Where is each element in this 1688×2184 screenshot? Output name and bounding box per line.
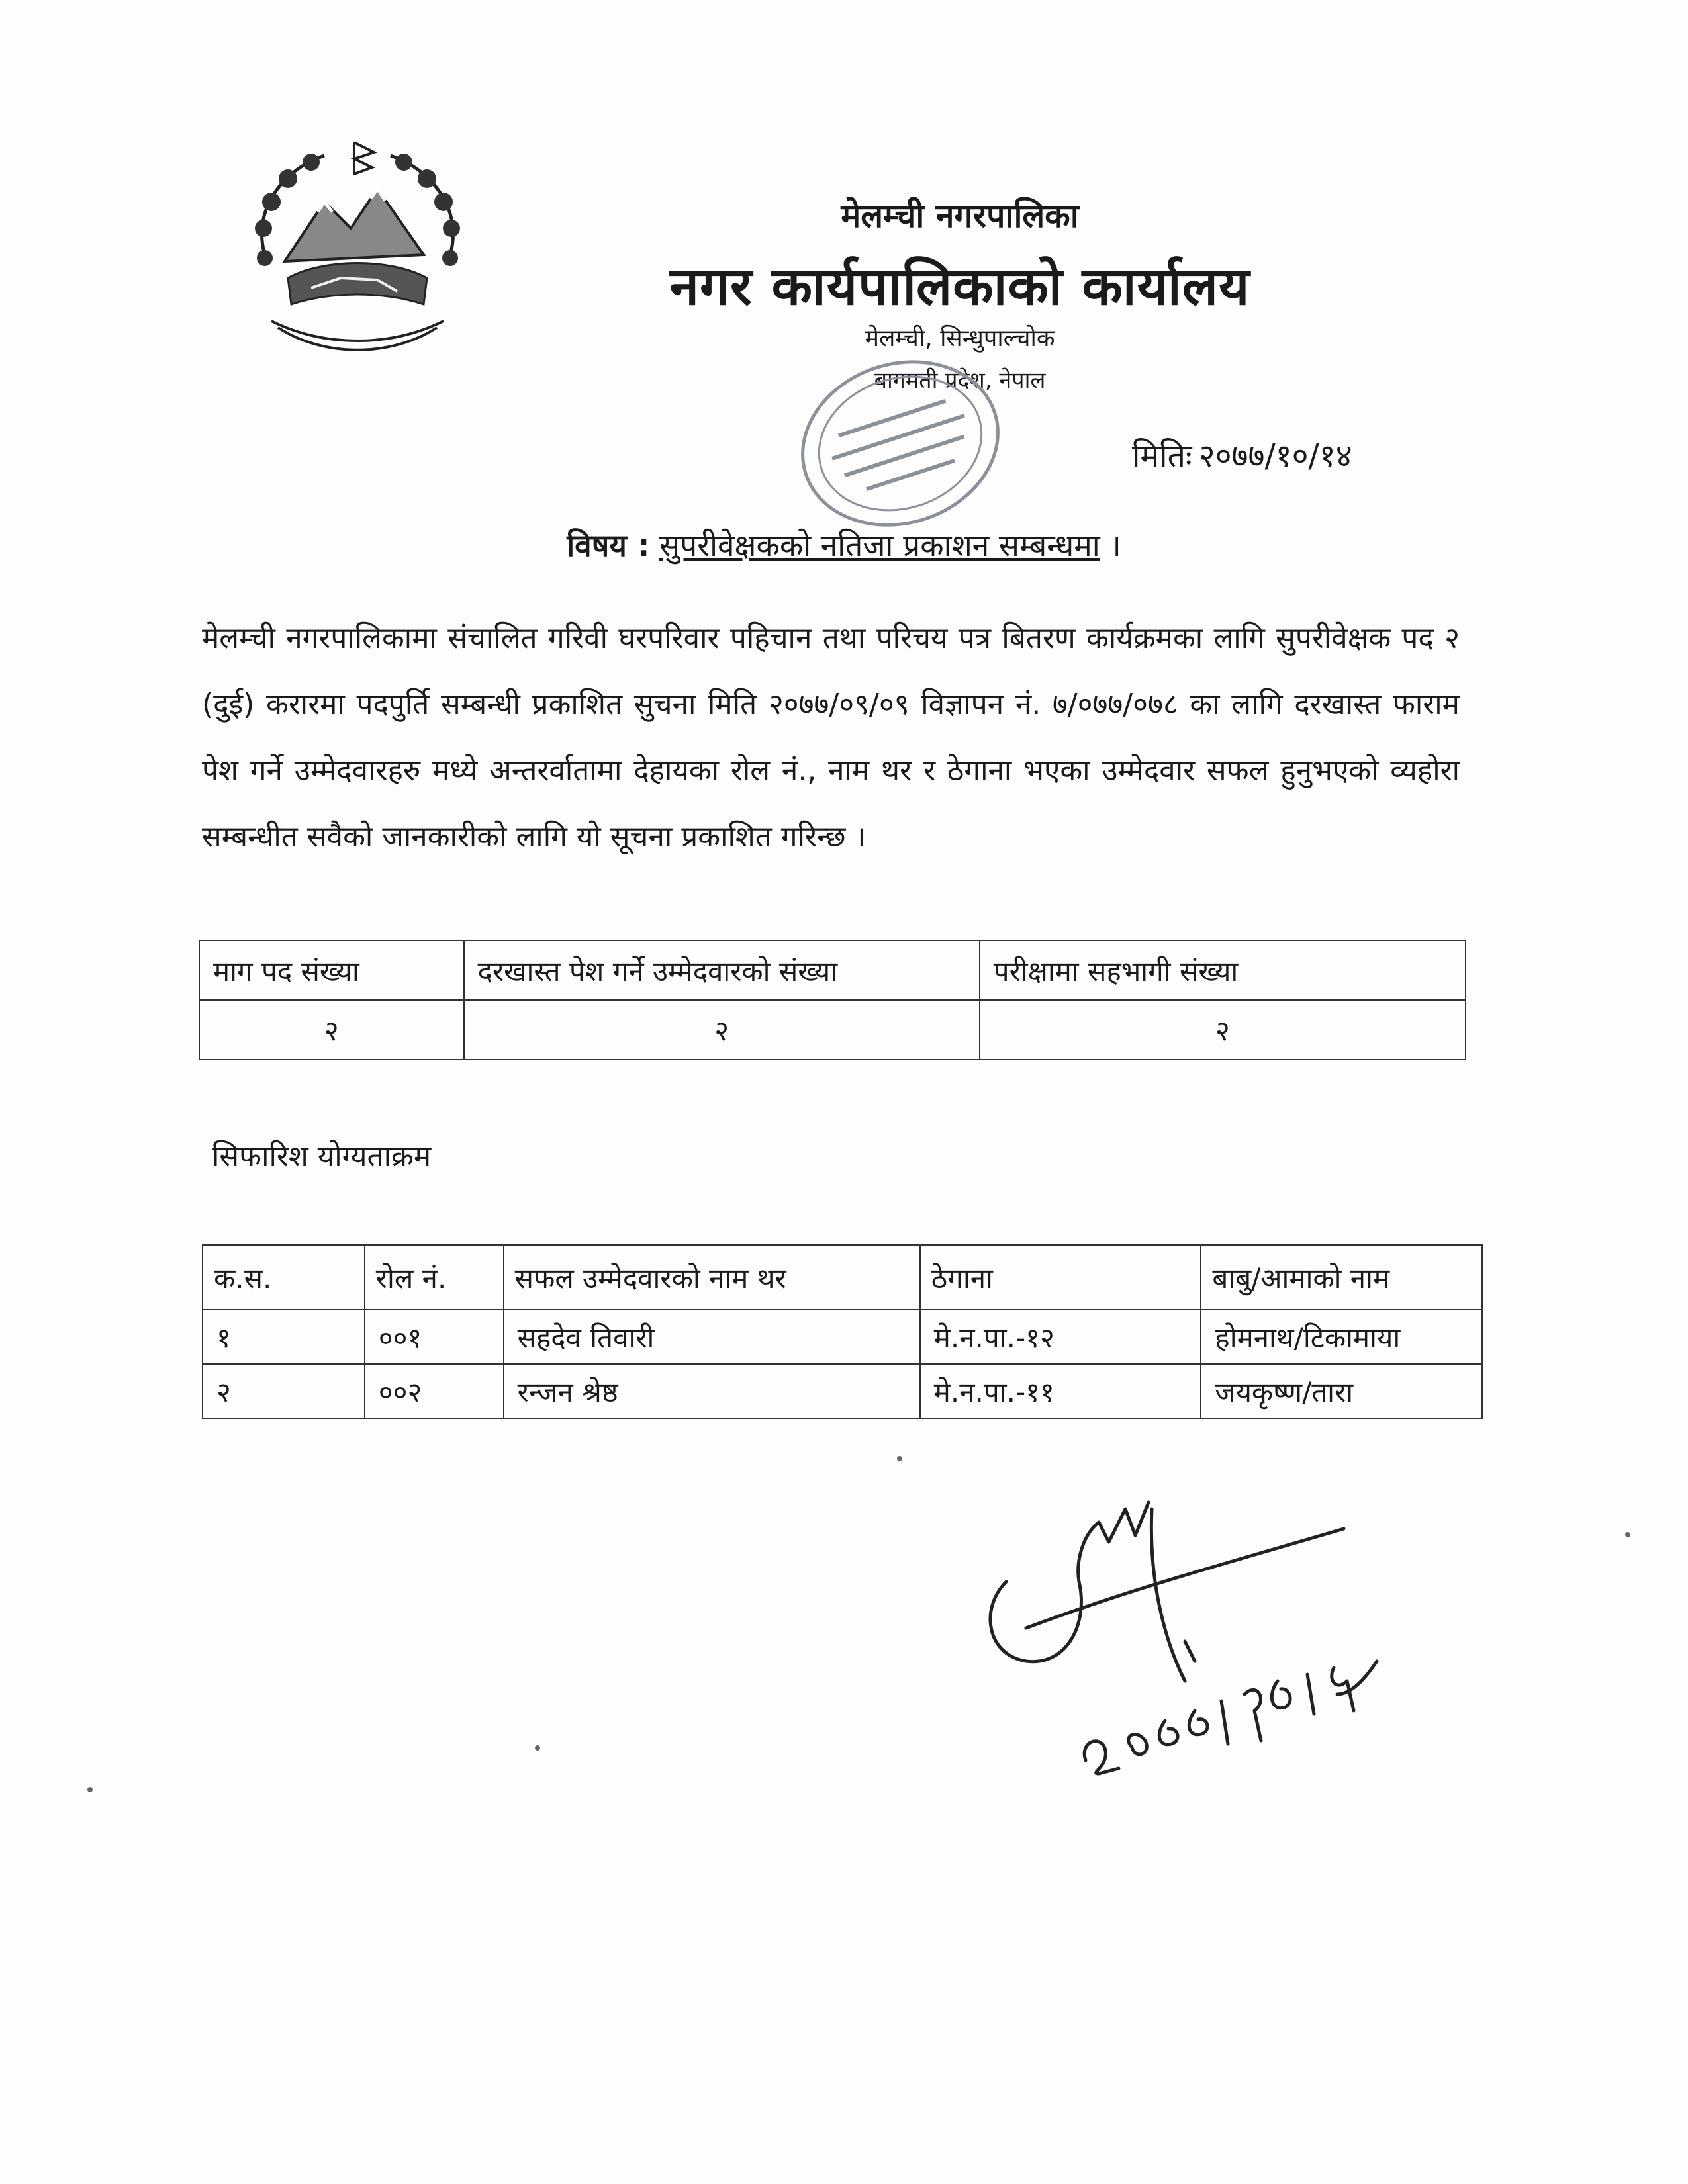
municipality-name: मेलम्ची नगरपालिका bbox=[841, 197, 1079, 235]
results-table bbox=[202, 1244, 1483, 1419]
date-label: मितिः bbox=[1132, 437, 1192, 475]
results-header-cell: ठेगाना bbox=[920, 1245, 1201, 1310]
roll-cell: ००२ bbox=[365, 1364, 504, 1418]
roll-cell: ००१ bbox=[365, 1310, 504, 1364]
summary-table bbox=[199, 940, 1466, 1060]
office-address: मेलम्ची, सिन्धुपाल्चोक bbox=[865, 325, 1055, 352]
section-label: सिफारिश योग्यताक्रम bbox=[212, 1140, 432, 1173]
results-header-cell: क.स. bbox=[203, 1245, 365, 1310]
subject-end: । bbox=[1109, 527, 1121, 563]
summary-value-cell: २ bbox=[199, 1000, 464, 1060]
name-cell: सहदेव तिवारी bbox=[504, 1310, 920, 1364]
summary-header-cell: माग पद संख्या bbox=[199, 940, 464, 1000]
serial-cell: १ bbox=[203, 1310, 365, 1364]
date-value: २०७७/१०/१४ bbox=[1198, 437, 1352, 475]
table-row bbox=[203, 1364, 1482, 1418]
summary-value-cell: २ bbox=[464, 1000, 980, 1060]
parent-cell: जयकृष्ण/तारा bbox=[1201, 1364, 1482, 1418]
results-header-cell: रोल नं. bbox=[365, 1245, 504, 1310]
summary-value-row bbox=[199, 1000, 1466, 1060]
subject-label: विषय : bbox=[567, 527, 650, 563]
summary-header-cell: दरखास्त पेश गर्ने उम्मेदवारको संख्या bbox=[464, 940, 980, 1000]
subject-line bbox=[0, 524, 1688, 565]
summary-header-row bbox=[199, 940, 1466, 1000]
summary-header-cell: परीक्षामा सहभागी संख्या bbox=[980, 940, 1466, 1000]
subject-text: सुपरीवेक्षकको नतिजा प्रकाशन सम्बन्धमा bbox=[659, 527, 1100, 563]
scan-speck bbox=[535, 1745, 540, 1751]
scan-speck bbox=[87, 1787, 93, 1792]
name-cell: रन्जन श्रेष्ठ bbox=[504, 1364, 920, 1418]
scan-speck bbox=[897, 1456, 902, 1461]
table-row bbox=[203, 1310, 1482, 1364]
notice-date bbox=[1125, 433, 1352, 477]
summary-value-cell: २ bbox=[980, 1000, 1466, 1060]
results-header-cell: सफल उम्मेदवारको नाम थर bbox=[504, 1245, 920, 1310]
signature-icon bbox=[966, 1482, 1430, 1794]
office-stamp-icon bbox=[774, 344, 1026, 543]
serial-cell: २ bbox=[203, 1364, 365, 1418]
results-header-cell: बाबु/आमाको नाम bbox=[1201, 1245, 1482, 1310]
office-title: नगर कार्यपालिकाको कार्यालय bbox=[669, 255, 1250, 317]
parent-cell: होमनाथ/टिकामाया bbox=[1201, 1310, 1482, 1364]
address-cell: मे.न.पा.-११ bbox=[920, 1364, 1201, 1418]
address-cell: मे.न.पा.-१२ bbox=[920, 1310, 1201, 1364]
notice-body: मेलम्ची नगरपालिकामा संचालित गरिवी घरपरिवार पहिचान तथा परिचय पत्र बितरण कार्यक्रमका लागि सुपरीवेक्षक पद २ (दुई) करारमा पदपुर्ति सम्बन्धी प्रकाशित सुचना मिति २०७७/०९/०९ विज्ञापन नं. ७/०७७/०७८ का लागि दरखास्त फाराम पेश गर्ने उम्मेदवारहरु मध्ये अन्तरर्वातामा देहायका रोल नं., नाम थर र ठेगाना भएका उम्मेदवार सफल हुनुभएको व्यहोरा सम्बन्धीत सवैको जानकारीको लागि यो सूचना प्रकाशित गरिन्छ । bbox=[202, 621, 1460, 854]
results-header-row bbox=[203, 1245, 1482, 1310]
scan-speck bbox=[1625, 1532, 1630, 1537]
office-province: बागमती प्रदेश, नेपाल bbox=[874, 367, 1046, 394]
